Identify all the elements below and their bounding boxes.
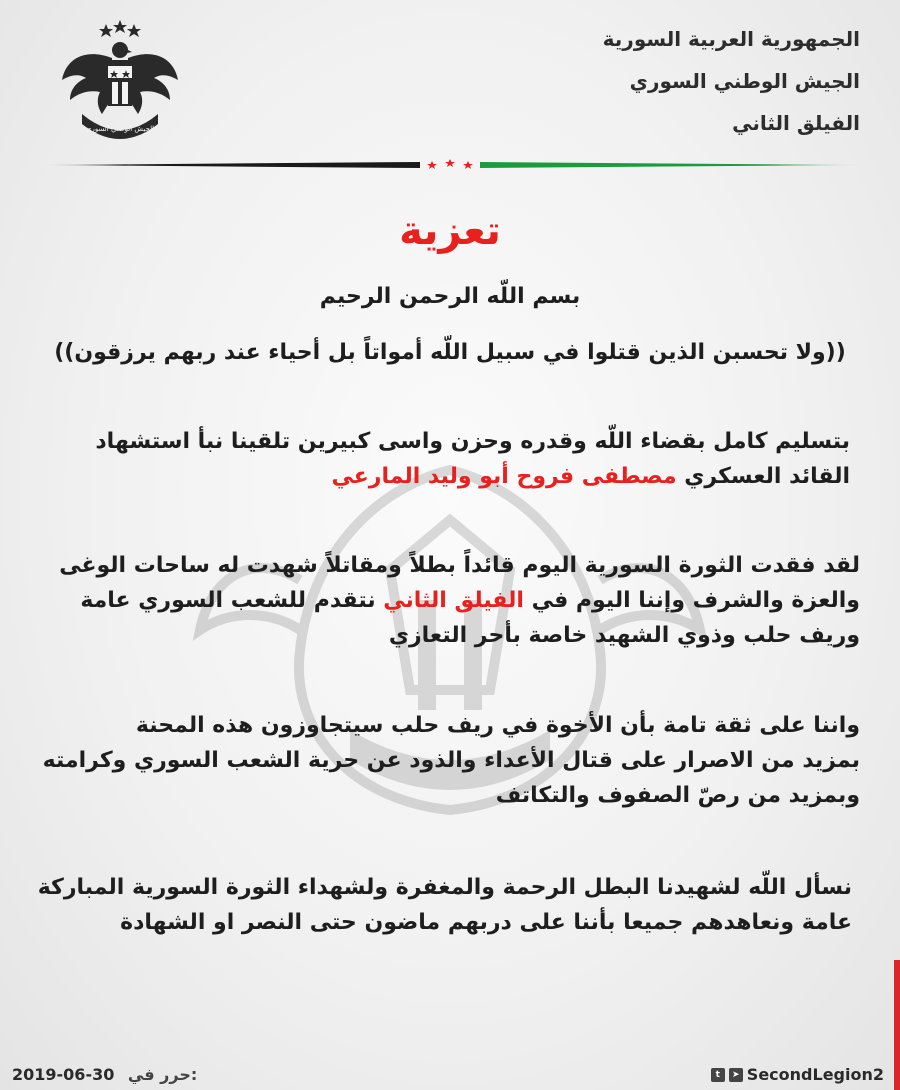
header-block — [440, 18, 860, 144]
footer-date-label: حرر في: — [127, 1065, 198, 1084]
paragraph-2-line-2 — [30, 583, 860, 618]
paragraph-1-line-2 — [30, 459, 850, 494]
paragraph-1 — [30, 424, 850, 494]
paragraph-4-line-1: نسأل اللّه لشهيدنا البطل الرحمة والمغفرة ولشهداء الثورة السورية المباركة — [37, 875, 852, 900]
quran-verse: ((ولا تحسبن الذين قتلوا في سبيل اللّه أمواتاً بل أحياء عند ربهم يرزقون)) — [54, 340, 846, 365]
paragraph-1-line-1: بتسليم كامل بقضاء اللّه وقدره وحزن واسى كبيرين تلقينا نبأ استشهاد — [95, 429, 850, 454]
paragraph-2-line-2-suffix: نتقدم للشعب السوري عامة — [80, 588, 384, 613]
paragraph-2-line-1: لقد فقدت الثورة السورية اليوم قائداً بطلاً ومقاتلاً شهدت له ساحات الوغى — [59, 553, 860, 578]
paragraph-4-line-2: عامة ونعاهدهم جميعا بأننا على دربهم ماضون حتى النصر او الشهادة — [120, 910, 852, 935]
footer-social — [711, 1065, 884, 1084]
twitter-icon: t — [711, 1068, 725, 1082]
paragraph-3 — [30, 708, 860, 813]
paragraph-2-line-2-prefix: والعزة والشرف وإننا اليوم في — [523, 588, 860, 613]
bismillah: بسم اللّه الرحمن الرحيم — [319, 284, 581, 309]
corps-highlight: الفيلق الثاني — [383, 588, 524, 613]
header-corps: الفيلق الثاني — [732, 111, 860, 135]
paragraph-2-line-3: وريف حلب وذوي الشهيد خاصة بأحر التعازي — [388, 623, 860, 648]
footer-date-block — [12, 1065, 197, 1084]
paragraph-4 — [22, 870, 852, 940]
paragraph-3-line-1: واننا على ثقة تامة بأن الأخوة في ريف حلب سيتجاوزون هذه المحنة — [135, 713, 860, 738]
paragraph-3-line-2: بمزيد من الاصرار على قتال الأعداء والذود عن حرية الشعب السوري وكرامته — [42, 748, 860, 773]
header-country: الجمهورية العربية السورية — [602, 27, 860, 51]
footer — [0, 1056, 900, 1090]
footer-handle: SecondLegion2 — [746, 1065, 884, 1084]
commander-title: القائد العسكري — [676, 464, 850, 489]
header-army: الجيش الوطني السوري — [629, 69, 860, 93]
footer-date: 2019-06-30 — [12, 1065, 115, 1084]
title-condolence: تعزية — [399, 208, 501, 254]
emblem-caption: الجيش الوطني السوري — [85, 125, 155, 133]
paragraph-3-line-3: وبمزيد من رصّ الصفوف والتكاتف — [495, 783, 860, 808]
telegram-icon: ➤ — [729, 1068, 743, 1082]
flag-divider — [40, 158, 866, 172]
commander-name: مصطفى فروح أبو وليد المارعي — [331, 464, 677, 489]
paragraph-2 — [30, 548, 860, 653]
emblem-logo — [56, 18, 184, 146]
